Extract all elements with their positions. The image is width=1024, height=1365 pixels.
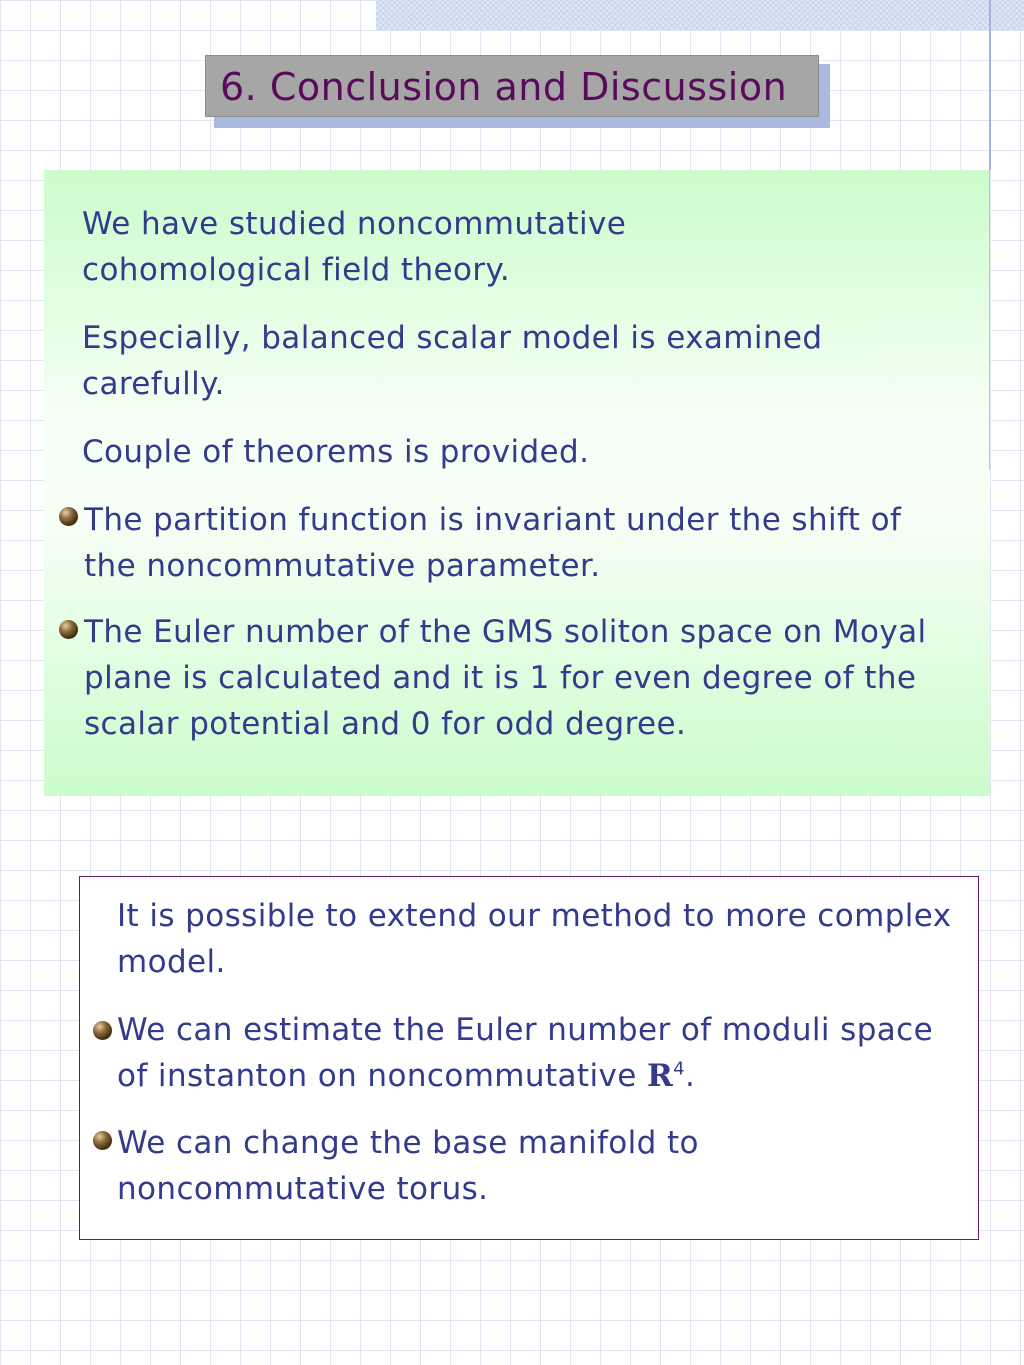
bullet-icon [59,620,78,639]
slide-title: 6. Conclusion and Discussion [205,55,819,117]
bullet-icon [93,1021,112,1040]
r4-symbol: R [646,1058,674,1094]
summary-paragraph-1: We have studied noncommutative cohomological field theory. [82,206,627,288]
summary-paragraph-2: Especially, balanced scalar model is examined carefully. [82,320,823,402]
r4-exponent: 4 [673,1058,685,1080]
outlook-bullet-1 [117,1007,962,1099]
summary-paragraph-3: Couple of theorems is provided. [82,434,590,470]
outlook-bullet-1-text: We can estimate the Euler number of moduli space of instanton on noncommutative [117,1012,934,1094]
outlook-bullet-1-end: . [684,1058,696,1094]
decorative-line [989,170,990,470]
summary-bullet-2: The Euler number of the GMS soliton space on Moyal plane is calculated and it is 1 for even degree of the scalar potential and 0 for odd degree. [84,614,927,742]
bullet-icon [93,1131,112,1150]
decorative-pattern [376,0,1024,30]
outlook-bullet-2: We can change the base manifold to noncommutative torus. [117,1125,699,1207]
decorative-line [989,0,991,170]
summary-bullet-1: The partition function is invariant under the shift of the noncommutative parameter. [84,502,902,584]
outlook-paragraph-1: It is possible to extend our method to more complex model. [117,898,952,980]
bullet-icon [59,507,78,526]
